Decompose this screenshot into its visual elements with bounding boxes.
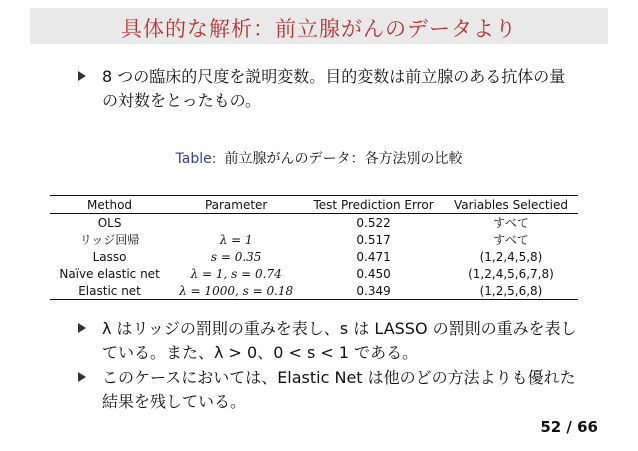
header-test-error: Test Prediction Error bbox=[313, 197, 434, 212]
table-caption bbox=[0, 148, 638, 168]
cell-parameter: s = 0.35 bbox=[210, 249, 262, 264]
bullet-arrow-icon bbox=[78, 323, 86, 333]
table-header-row bbox=[50, 196, 578, 214]
bullet-intro-text: 8 つの臨床的尺度を説明変数。目的変数は前立腺のある抗体の量の対数をとったもの。 bbox=[102, 67, 566, 110]
cell-method: Elastic net bbox=[78, 283, 141, 298]
cell-method: OLS bbox=[97, 215, 122, 230]
header-method: Method bbox=[87, 197, 133, 212]
table-caption-text: 前立腺がんのデータ：各方法別の比較 bbox=[224, 151, 463, 167]
cell-method: Lasso bbox=[92, 249, 127, 264]
bullet-arrow-icon bbox=[78, 71, 86, 81]
cell-parameter bbox=[169, 214, 303, 232]
cell-error: 0.450 bbox=[356, 266, 391, 281]
cell-parameter: λ = 1000, s = 0.18 bbox=[179, 283, 294, 298]
table-row bbox=[50, 282, 578, 300]
header-parameter: Parameter bbox=[204, 197, 268, 212]
cell-parameter: λ = 1 bbox=[219, 232, 253, 247]
cell-variables: すべて bbox=[493, 216, 529, 230]
comparison-table bbox=[50, 195, 578, 300]
cell-method: リッジ回帰 bbox=[79, 233, 140, 247]
table-row bbox=[50, 248, 578, 265]
slide-title-bar bbox=[30, 8, 608, 44]
bullet-conclusion bbox=[78, 366, 582, 414]
table-row bbox=[50, 214, 578, 232]
bullet-penalty bbox=[78, 317, 582, 365]
cell-method: Naïve elastic net bbox=[59, 266, 160, 281]
table-row bbox=[50, 231, 578, 248]
bullet-conclusion-text: このケースにおいては、Elastic Net は他のどの方法よりも優れた結果を残している。 bbox=[102, 368, 576, 411]
cell-error: 0.522 bbox=[356, 215, 391, 230]
cell-parameter: λ = 1, s = 0.74 bbox=[190, 266, 282, 281]
cell-variables: すべて bbox=[493, 233, 529, 247]
cell-error: 0.471 bbox=[356, 249, 391, 264]
table-row bbox=[50, 265, 578, 282]
cell-variables: (1,2,5,6,8) bbox=[479, 283, 543, 298]
header-variables: Variables Selectied bbox=[453, 197, 568, 212]
table-caption-label: Table: bbox=[175, 151, 217, 167]
cell-variables: (1,2,4,5,8) bbox=[479, 249, 543, 264]
cell-error: 0.517 bbox=[356, 232, 391, 247]
slide-title: 具体的な解析：前立腺がんのデータより bbox=[121, 17, 517, 41]
cell-variables: (1,2,4,5,6,7,8) bbox=[468, 266, 554, 281]
bullet-arrow-icon bbox=[78, 372, 86, 382]
page-number: 52 / 66 bbox=[540, 418, 598, 436]
bullet-penalty-text: λ はリッジの罰則の重みを表し、s は LASSO の罰則の重みを表している。また、λ > 0、0 < s < 1 である。 bbox=[102, 319, 577, 362]
cell-error: 0.349 bbox=[356, 283, 391, 298]
bullet-intro bbox=[78, 65, 572, 113]
